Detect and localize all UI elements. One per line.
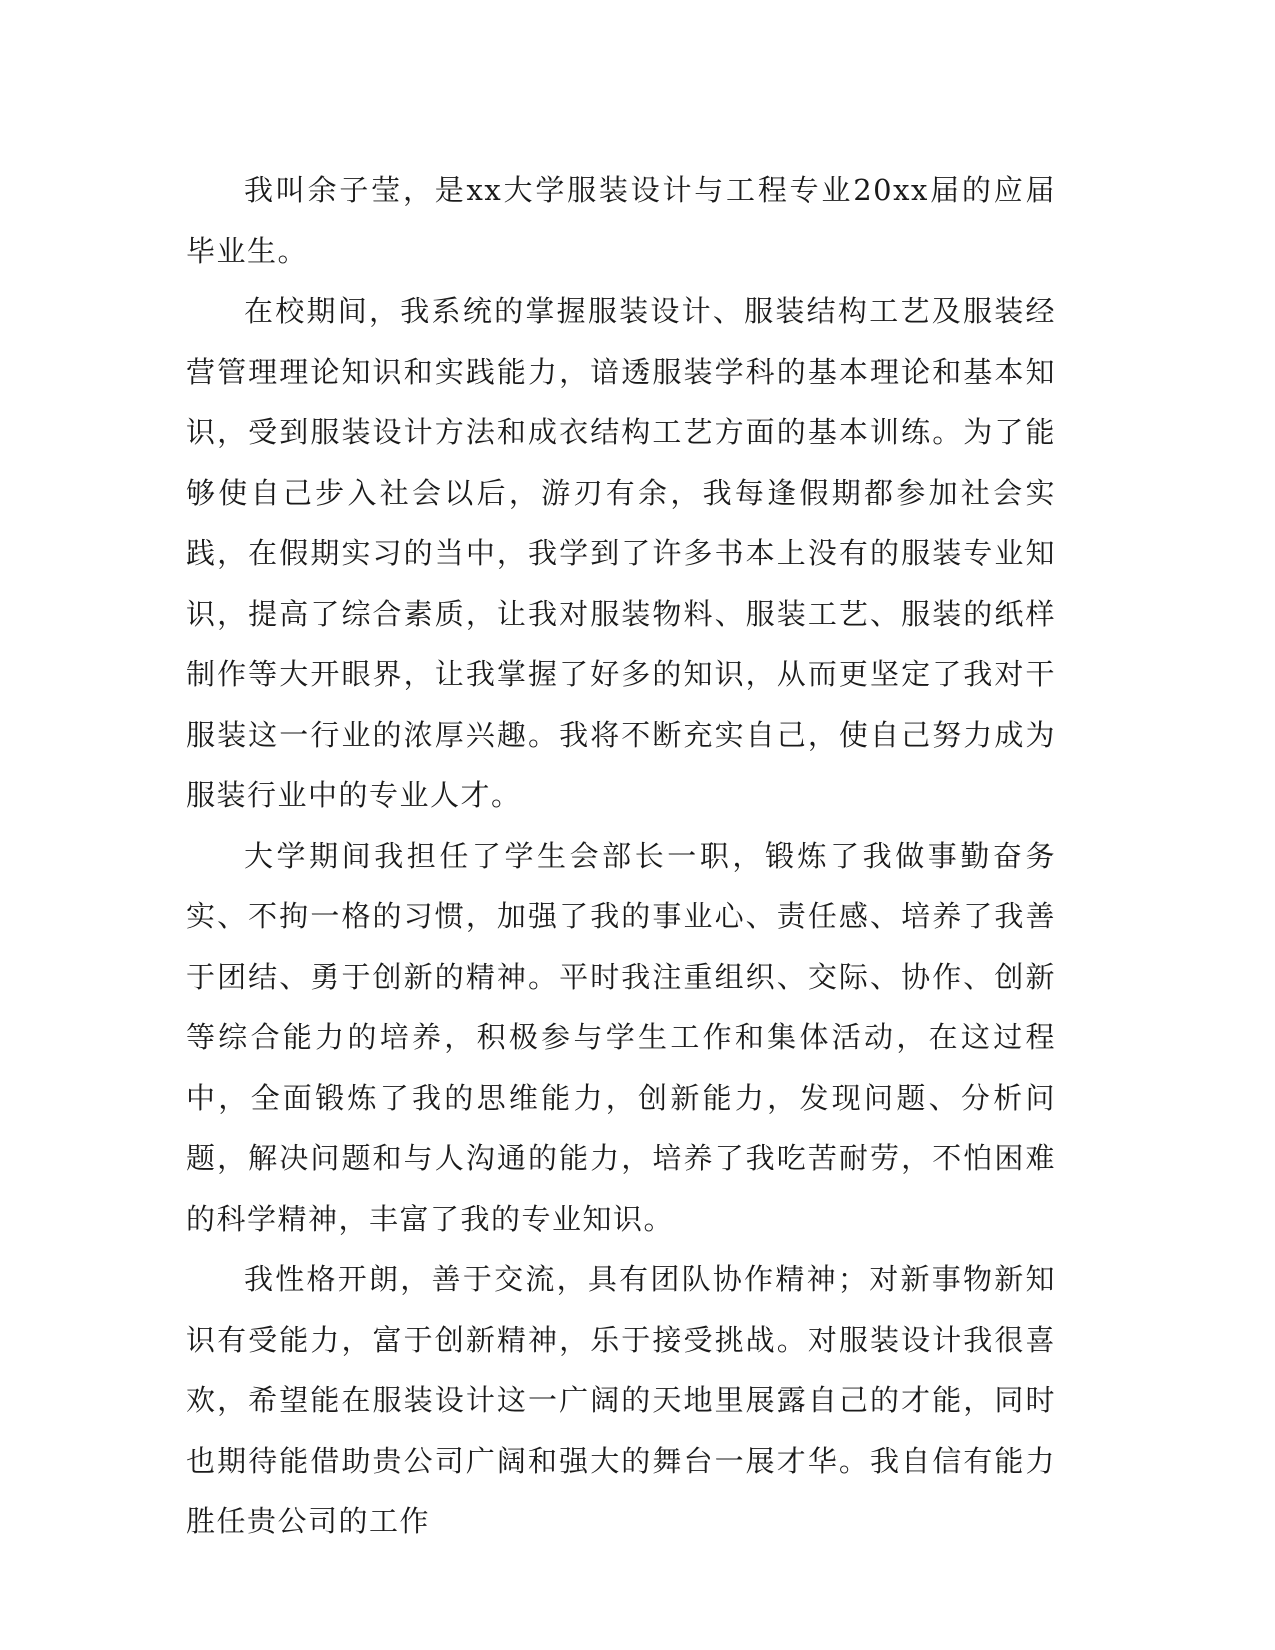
- paragraph-education: 在校期间，我系统的掌握服装设计、服装结构工艺及服装经营管理理论知识和实践能力，谙透服装学科的基本理论和基本知识，受到服装设计方法和成衣结构工艺方面的基本训练。为了能够使自己步入社会以后，游刃有余，我每逢假期都参加社会实践，在假期实习的当中，我学到了许多书本上没有的服装专业知识，提高了综合素质，让我对服装物料、服装工艺、服装的纸样制作等大开眼界，让我掌握了好多的知识，从而更坚定了我对干服装这一行业的浓厚兴趣。我将不断充实自己，使自己努力成为服装行业中的专业人才。: [186, 294, 1056, 812]
- document-body: [186, 160, 1056, 1552]
- paragraph-student-union: 大学期间我担任了学生会部长一职，锻炼了我做事勤奋务实、不拘一格的习惯，加强了我的事业心、责任感、培养了我善于团结、勇于创新的精神。平时我注重组织、交际、协作、创新等综合能力的培养，积极参与学生工作和集体活动，在这过程中，全面锻炼了我的思维能力，创新能力，发现问题、分析问题，解决问题和与人沟通的能力，培养了我吃苦耐劳，不怕困难的科学精神，丰富了我的专业知识。: [186, 838, 1056, 1236]
- paragraph-personality: 我性格开朗，善于交流，具有团队协作精神；对新事物新知识有受能力，富于创新精神，乐于接受挑战。对服装设计我很喜欢，希望能在服装设计这一广阔的天地里展露自己的才能，同时也期待能借助贵公司广阔和强大的舞台一展才华。我自信有能力胜任贵公司的工作: [186, 1262, 1056, 1538]
- paragraph-introduction: 我叫余子莹，是xx大学服装设计与工程专业20xx届的应届毕业生。: [186, 173, 1056, 268]
